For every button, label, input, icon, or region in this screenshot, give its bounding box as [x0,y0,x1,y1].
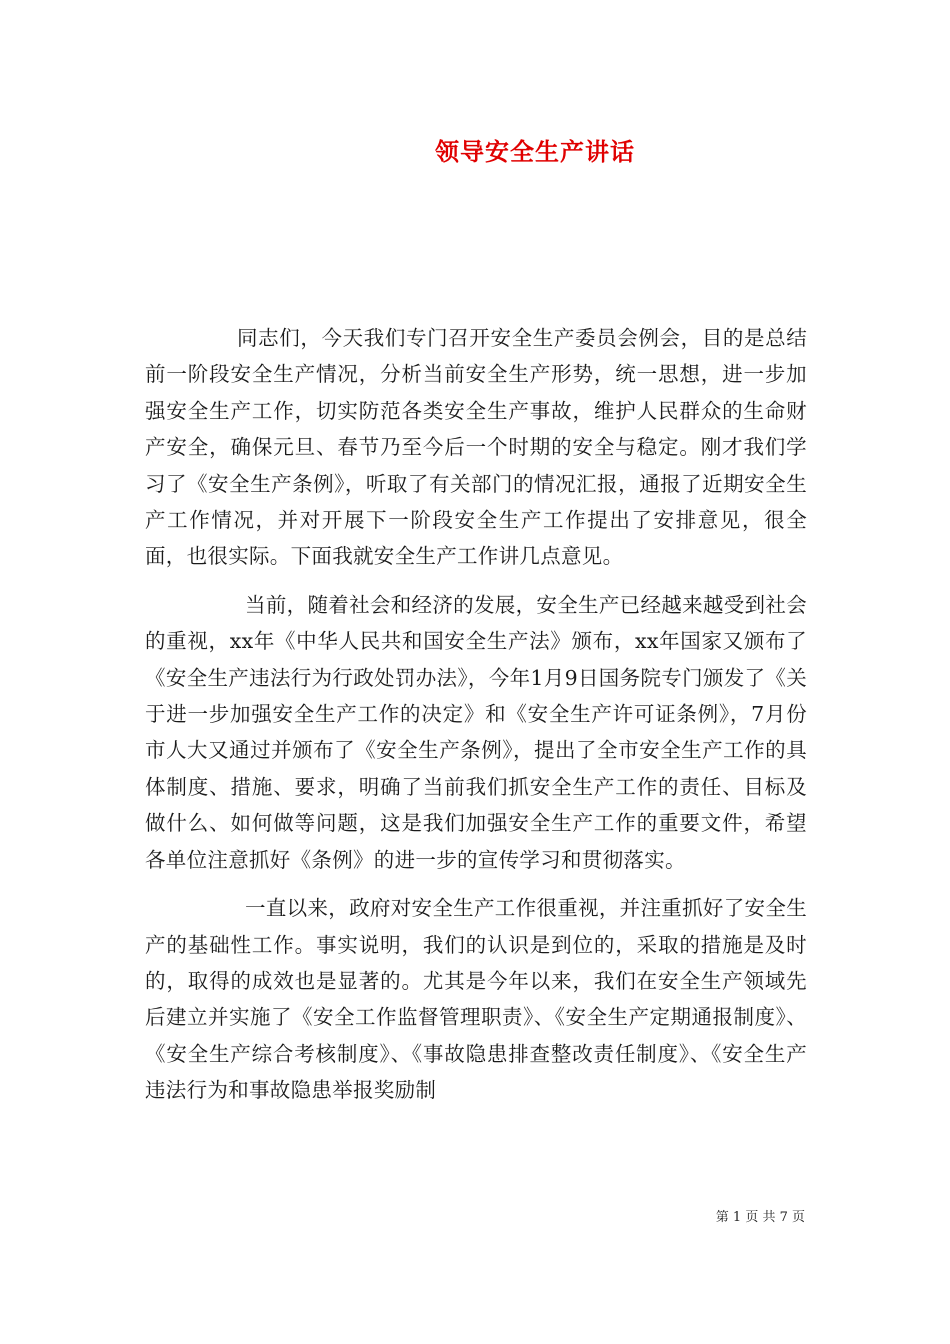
document-title: 领导安全生产讲话 [435,137,635,166]
paragraph-2: 当前，随着社会和经济的发展，安全生产已经越来越受到社会的重视，xx年《中华人民共和国安全生产法》颁布，xx年国家又颁布了《安全生产违法行为行政处罚办法》，今年1月9日国务院专门颁发了《关于进一步加强安全生产工作的决定》和《安全生产许可证条例》，7月份市人大又通过并颁布了《安全生产条例》，提出了全市安全生产工作的具体制度、措施、要求，明确了当前我们抓安全生产工作的责任、目标及做什么、如何做等问题，这是我们加强安全生产工作的重要文件，希望各单位注意抓好《条例》的进一步的宣传学习和贯彻落实。 [145,592,807,872]
paragraph-1: 同志们，今天我们专门召开安全生产委员会例会，目的是总结前一阶段安全生产情况，分析当前安全生产形势，统一思想，进一步加强安全生产工作，切实防范各类安全生产事故，维护人民群众的生命财产安全，确保元旦、春节乃至今后一个时期的安全与稳定。刚才我们学习了《安全生产条例》，听取了有关部门的情况汇报，通报了近期安全生产工作情况，并对开展下一阶段安全生产工作提出了安排意见，很全面，也很实际。下面我就安全生产工作讲几点意见。 [145,326,807,569]
page-number-footer: 第 1 页 共 7 页 [715,1210,805,1225]
document-body [145,320,807,1121]
paragraph-3: 一直以来，政府对安全生产工作很重视，并注重抓好了安全生产的基础性工作。事实说明，我们的认识是到位的，采取的措施是及时的，取得的成效也是显著的。尤其是今年以来，我们在安全生产领域先后建立并实施了《安全工作监督管理职责》、《安全生产定期通报制度》、《安全生产综合考核制度》、《事故隐患排查整改责任制度》、《安全生产违法行为和事故隐患举报奖励制 [145,896,807,1103]
